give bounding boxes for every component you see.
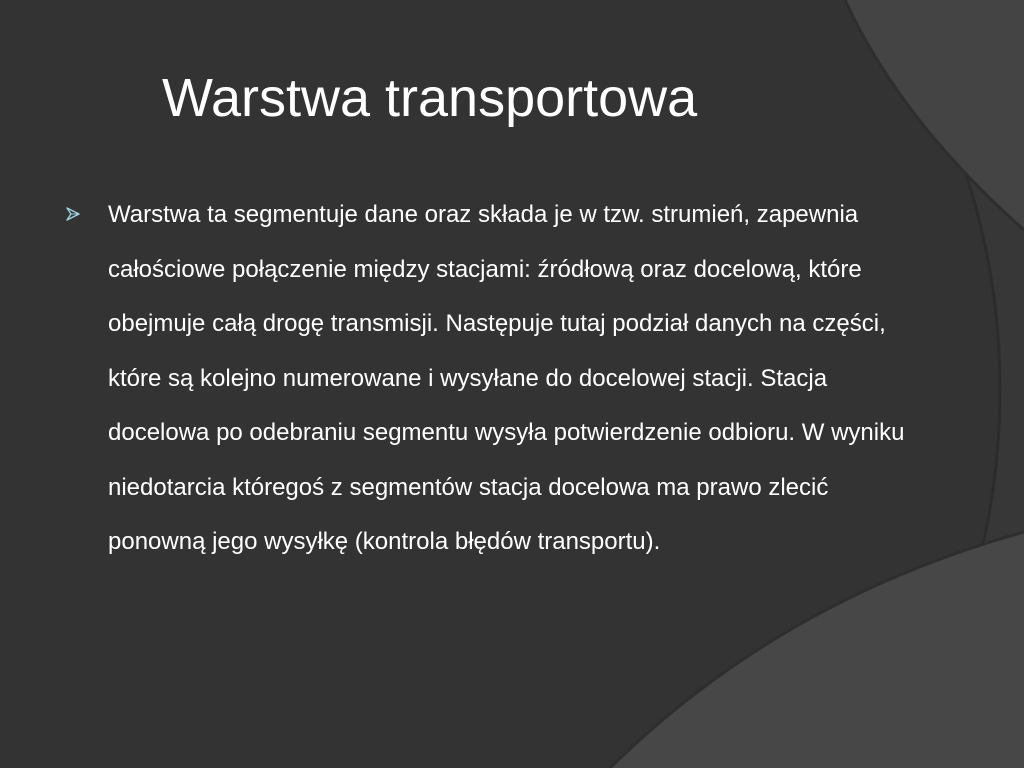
bullet-list: [66, 188, 906, 570]
bullet-text: Warstwa ta segmentuje dane oraz składa je w tzw. strumień, zapewnia całościowe połączenie między stacjami: źródłową oraz docelową, które obejmuje całą drogę transmisji. Następuje tutaj podział danych na części, które są kolejno numerowane i wysyłane do docelowej stacji. Stacja docelowa po odebraniu segmentu wysyła potwierdzenie odbioru. W wyniku niedotarcia któregoś z segmentów stacja docelowa ma prawo zlecić ponowną jego wysyłkę (kontrola błędów transportu).: [108, 201, 905, 555]
arrowhead-bullet-icon: [66, 207, 80, 221]
slide-title: Warstwa transportowa: [162, 68, 698, 128]
list-item: [66, 188, 906, 570]
